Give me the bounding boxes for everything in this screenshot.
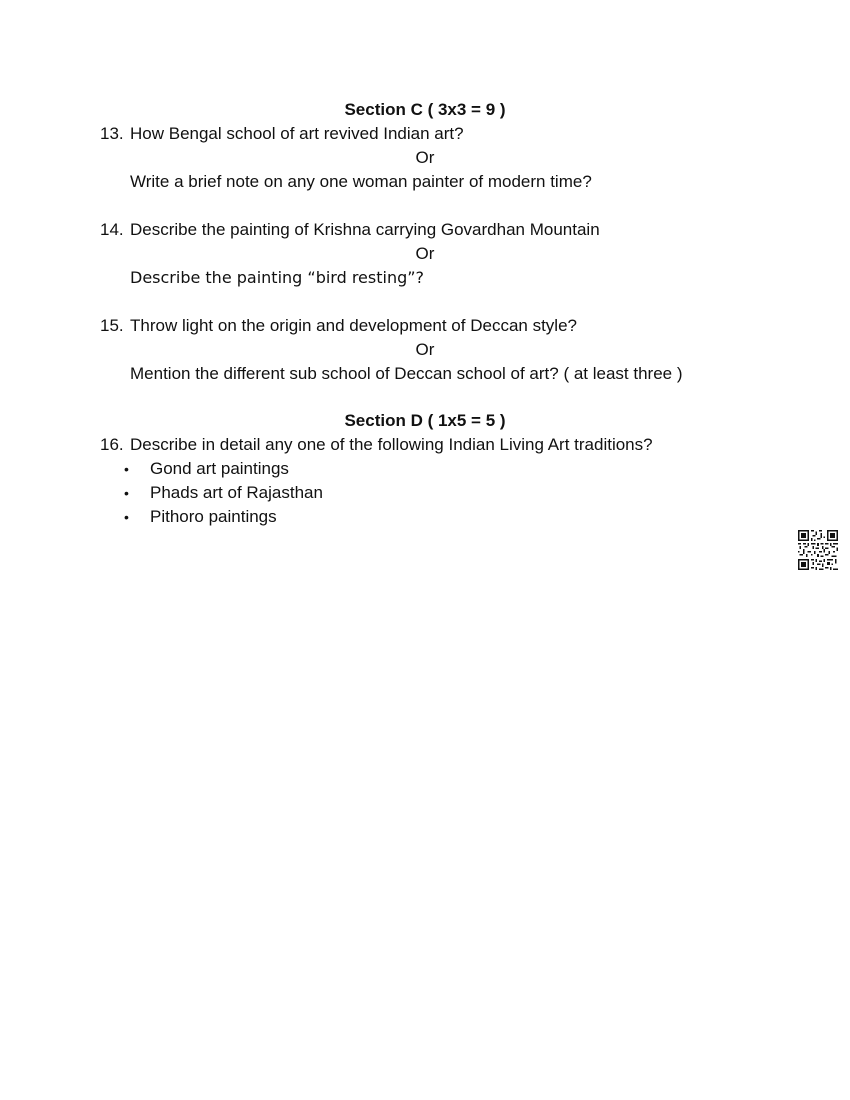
or-separator: Or [415,148,435,167]
bullet-icon: • [124,485,129,501]
section-c-heading: Section C ( 3x3 = 9 ) [344,100,506,119]
qr-code-icon [798,530,838,570]
list-item [124,483,323,503]
question-text: Describe in detail any one of the following Indian Living Art traditions? [130,435,653,454]
question-text: Throw light on the origin and development of Deccan style? [130,316,577,335]
question-number: 13. [100,124,124,143]
question-13 [100,124,464,144]
question-16 [100,435,653,455]
or-separator: Or [415,244,435,263]
question-text: Describe the painting of Krishna carrying Govardhan Mountain [130,220,600,239]
list-item-text: Pithoro paintings [150,507,277,526]
question-number: 16. [100,435,124,454]
question-number: 15. [100,316,124,335]
question-13-alternative: Write a brief note on any one woman painter of modern time? [130,172,592,191]
bullet-icon: • [124,461,129,477]
list-item-text: Phads art of Rajasthan [150,483,323,502]
question-15-alternative: Mention the different sub school of Deccan school of art? ( at least three ) [130,364,683,383]
list-item-text: Gond art paintings [150,459,289,478]
section-d-heading: Section D ( 1x5 = 5 ) [344,411,506,430]
list-item [124,507,277,527]
question-15 [100,316,577,336]
question-14 [100,220,600,240]
question-14-alternative: Describe the painting “bird resting”? [130,268,425,287]
list-item [124,459,289,479]
question-number: 14. [100,220,124,239]
bullet-icon: • [124,509,129,525]
or-separator: Or [415,340,435,359]
question-text: How Bengal school of art revived Indian art? [130,124,464,143]
